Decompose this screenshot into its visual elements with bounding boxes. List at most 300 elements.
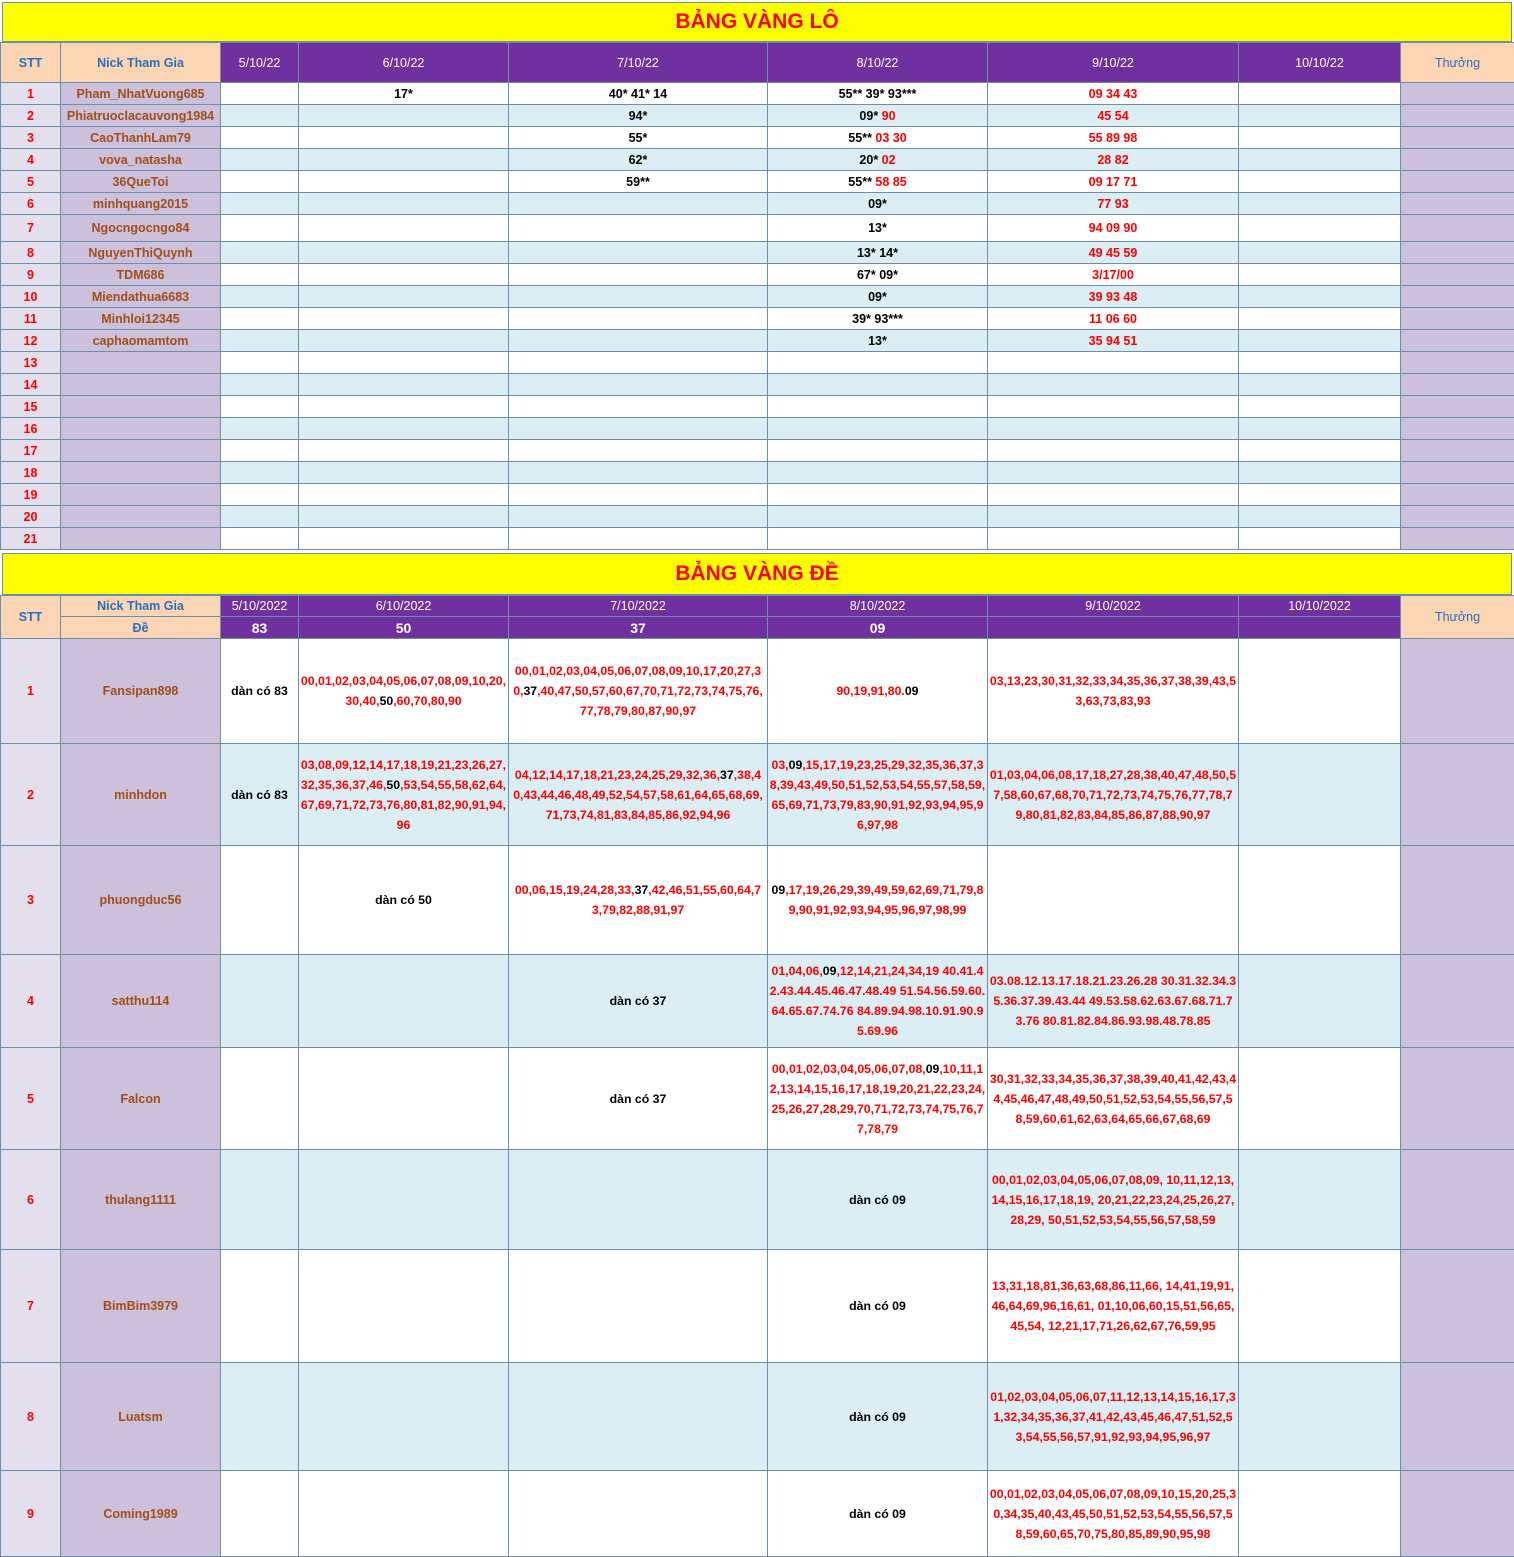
pick-cell <box>221 462 299 484</box>
pick-cell <box>299 308 509 330</box>
result-number: 50 <box>299 617 509 639</box>
pick-cell <box>509 352 768 374</box>
pick-cell <box>988 149 1239 171</box>
thuong-cell <box>1401 330 1514 352</box>
pick-cell <box>221 440 299 462</box>
thuong-cell <box>1401 171 1514 193</box>
table-row <box>1 83 1514 105</box>
nick-cell <box>61 506 221 528</box>
nick-cell: minhquang2015 <box>61 193 221 215</box>
pick-cell <box>1239 352 1401 374</box>
thuong-cell <box>1401 242 1514 264</box>
de-title: BẢNG VÀNG ĐỀ <box>2 553 1512 595</box>
result-number: 09 <box>768 617 988 639</box>
pick-cell <box>988 193 1239 215</box>
thuong-cell <box>1401 105 1514 127</box>
nick-cell: Falcon <box>61 1048 221 1150</box>
pick-cell <box>1239 528 1401 550</box>
pick-cell <box>299 396 509 418</box>
thuong-cell <box>1401 374 1514 396</box>
pick-cell <box>988 1250 1239 1363</box>
pick-cell <box>988 846 1239 955</box>
pick-cell <box>221 1048 299 1150</box>
pick-cell <box>299 528 509 550</box>
pick-cell <box>1239 1250 1401 1363</box>
pick-cell <box>988 352 1239 374</box>
cell-text: 13,31,18,81,36,63,68,86,11,66, 14,41,19,91,46,64,69,96,16,61, 01,10,06,60,15,51,56,65,45,54, 12,21,17,71,26,62,67,76,59,95 <box>992 1279 1235 1333</box>
stt-cell: 4 <box>1 149 61 171</box>
pick-cell <box>988 1150 1239 1250</box>
table-row <box>1 193 1514 215</box>
pick-cell <box>1239 462 1401 484</box>
pick-cell <box>221 127 299 149</box>
pick-cell <box>509 1363 768 1471</box>
pick-cell <box>509 744 768 846</box>
pick-cell <box>988 1363 1239 1471</box>
cell-text: ,40,47,50,57,60,67,70,71,72,73,74,75,76,77,78,79,80,87,90,97 <box>537 684 763 718</box>
nick-header: Nick Tham Gia <box>61 596 221 617</box>
stt-cell: 3 <box>1 846 61 955</box>
thuong-cell <box>1401 308 1514 330</box>
pick-cell <box>509 286 768 308</box>
pick-cell <box>988 242 1239 264</box>
stt-cell: 5 <box>1 171 61 193</box>
thuong-cell <box>1401 286 1514 308</box>
table-row <box>1 215 1514 242</box>
stt-cell: 6 <box>1 193 61 215</box>
pick-cell <box>1239 440 1401 462</box>
pick-cell <box>299 639 509 744</box>
pick-cell <box>768 127 988 149</box>
pick-cell <box>299 193 509 215</box>
pick-cell <box>1239 149 1401 171</box>
cell-text: dàn có 83 <box>231 788 288 802</box>
thuong-header: Thưởng <box>1401 596 1514 639</box>
pick-cell <box>988 396 1239 418</box>
pick-cell <box>768 308 988 330</box>
thuong-cell <box>1401 193 1514 215</box>
pick-cell <box>768 1250 988 1363</box>
table-row <box>1 1250 1514 1363</box>
pick-cell <box>221 418 299 440</box>
cell-text: 94 09 90 <box>1089 221 1138 235</box>
pick-cell <box>299 440 509 462</box>
pick-cell <box>988 330 1239 352</box>
nick-cell: Phiatruoclacauvong1984 <box>61 105 221 127</box>
stt-cell: 7 <box>1 1250 61 1363</box>
nick-cell <box>61 440 221 462</box>
table-row <box>1 418 1514 440</box>
nick-cell: BimBim3979 <box>61 1250 221 1363</box>
nick-cell: satthu114 <box>61 955 221 1048</box>
cell-text: 03.08.12.13.17.18.21.23.26.28 30.31.32.34.35.36.37.39.43.44 49.53.58.62.63.67.68.71.73.76 80.81.82.84.86.93.98.48.78.85 <box>990 974 1236 1028</box>
cell-text: 90,19,91,80. <box>836 684 904 698</box>
cell-text: 02 <box>882 153 896 167</box>
table-row <box>1 308 1514 330</box>
cell-text: 62* <box>629 153 648 167</box>
cell-text: 04,12,14,17,18,21,23,24,25,29,32,36, <box>515 768 720 782</box>
pick-cell <box>509 127 768 149</box>
pick-cell <box>988 528 1239 550</box>
nick-cell <box>61 462 221 484</box>
thuong-cell <box>1401 1363 1514 1471</box>
cell-text: 49 45 59 <box>1089 246 1138 260</box>
cell-text: 39 93 48 <box>1089 290 1138 304</box>
nick-cell: Miendathua6683 <box>61 286 221 308</box>
pick-cell <box>768 242 988 264</box>
pick-cell <box>768 264 988 286</box>
stt-cell: 9 <box>1 264 61 286</box>
cell-text: ,17,19,26,29,39,49,59,62,69,71,79,89,90,91,92,93,94,95,96,97,98,99 <box>785 883 983 917</box>
table-row <box>1 440 1514 462</box>
pick-cell <box>221 1363 299 1471</box>
cell-text: 00,01,02,03,04,05,06,07,08,09,10,17,20,27,30, <box>513 664 761 698</box>
pick-cell <box>509 846 768 955</box>
pick-cell <box>1239 1363 1401 1471</box>
pick-cell <box>1239 83 1401 105</box>
pick-cell <box>768 440 988 462</box>
pick-cell <box>768 330 988 352</box>
pick-cell <box>768 1471 988 1557</box>
cell-text: ,12,14,21,24,34,19 40.41.42.43.44.45.46.47.48.49 51.54.56.59.60.64.65.67.74.76 84.89.94.98.10.91.90.95.69.96 <box>770 964 985 1038</box>
cell-text: ,60,70,80,90 <box>393 694 461 708</box>
pick-cell <box>988 462 1239 484</box>
stt-cell: 18 <box>1 462 61 484</box>
pick-cell <box>768 462 988 484</box>
cell-text: 09* <box>859 109 881 123</box>
stt-header: STT <box>1 43 61 83</box>
pick-cell <box>299 506 509 528</box>
pick-cell <box>221 528 299 550</box>
cell-text: 28 82 <box>1097 153 1128 167</box>
stt-cell: 9 <box>1 1471 61 1557</box>
pick-cell <box>509 1250 768 1363</box>
pick-cell <box>509 83 768 105</box>
cell-text: ,53,54,55,58,62,64,67,69,71,72,73,76,80,81,82,90,91,94,96 <box>301 778 506 832</box>
nick-cell: Pham_NhatVuong685 <box>61 83 221 105</box>
cell-text: ,42,46,51,55,60,64,73,79,82,88,91,97 <box>592 883 761 917</box>
cell-text: 67* 09* <box>857 268 898 282</box>
pick-cell <box>768 374 988 396</box>
pick-cell <box>768 639 988 744</box>
cell-text: 94* <box>629 109 648 123</box>
cell-text: 09 <box>823 964 837 978</box>
cell-text: dàn có 50 <box>375 893 432 907</box>
pick-cell <box>988 639 1239 744</box>
thuong-cell <box>1401 1150 1514 1250</box>
thuong-header: Thưởng <box>1401 43 1514 83</box>
nick-cell: caphaomamtom <box>61 330 221 352</box>
pick-cell <box>988 1471 1239 1557</box>
nick-cell: vova_natasha <box>61 149 221 171</box>
cell-text: 13* <box>868 334 887 348</box>
pick-cell <box>509 242 768 264</box>
cell-text: 00,01,02,03,04,05,06,07,08,09,10,15,20,25,30,34,35,40,43,45,50,51,52,53,54,55,56,57,58,59,60,65,70,75,80,85,89,90,95,98 <box>990 1487 1236 1541</box>
table-row <box>1 171 1514 193</box>
cell-text: 59** <box>626 175 650 189</box>
cell-text: ,38,40,43,44,46,48,49,52,54,57,58,61,64,65,68,69,71,73,74,81,83,84,85,86,92,94,96 <box>513 768 763 822</box>
table-row <box>1 1150 1514 1250</box>
cell-text: 00,06,15,19,24,28,33, <box>515 883 635 897</box>
pick-cell <box>988 418 1239 440</box>
pick-cell <box>768 1150 988 1250</box>
nick-cell: Minhloi12345 <box>61 308 221 330</box>
pick-cell <box>988 506 1239 528</box>
pick-cell <box>1239 242 1401 264</box>
nick-cell: Luatsm <box>61 1363 221 1471</box>
thuong-cell <box>1401 149 1514 171</box>
date-header: 8/10/2022 <box>768 596 988 617</box>
cell-text: 58 85 <box>875 175 906 189</box>
pick-cell <box>509 639 768 744</box>
pick-cell <box>1239 286 1401 308</box>
pick-cell <box>1239 127 1401 149</box>
stt-cell: 5 <box>1 1048 61 1150</box>
table-row <box>1 1471 1514 1557</box>
table-row <box>1 484 1514 506</box>
table-row <box>1 744 1514 846</box>
table-row <box>1 105 1514 127</box>
pick-cell <box>509 215 768 242</box>
date-header: 6/10/2022 <box>299 596 509 617</box>
pick-cell <box>299 374 509 396</box>
pick-cell <box>299 352 509 374</box>
cell-text: 45 54 <box>1097 109 1128 123</box>
de-header-row <box>1 596 1514 617</box>
table-row <box>1 374 1514 396</box>
cell-text: 01,04,06, <box>772 964 823 978</box>
cell-text: 01,03,04,06,08,17,18,27,28,38,40,47,48,50,57,58,60,67,68,70,71,72,73,74,75,76,77,78,79,80,81,82,83,84,85,86,87,88,90,97 <box>990 768 1236 822</box>
pick-cell <box>509 396 768 418</box>
nick-cell: TDM686 <box>61 264 221 286</box>
cell-text: 17* <box>394 87 413 101</box>
cell-text: 55 89 98 <box>1089 131 1138 145</box>
pick-cell <box>221 1150 299 1250</box>
table-row <box>1 462 1514 484</box>
pick-cell <box>768 744 988 846</box>
cell-text: 09 34 43 <box>1089 87 1138 101</box>
cell-text: 50 <box>380 694 394 708</box>
pick-cell <box>988 83 1239 105</box>
pick-cell <box>299 1048 509 1150</box>
pick-cell <box>1239 639 1401 744</box>
cell-text: 09 17 71 <box>1089 175 1138 189</box>
thuong-cell <box>1401 352 1514 374</box>
pick-cell <box>1239 744 1401 846</box>
cell-text: 3/17/00 <box>1092 268 1134 282</box>
pick-cell <box>509 193 768 215</box>
nick-cell <box>61 418 221 440</box>
nick-cell: CaoThanhLam79 <box>61 127 221 149</box>
pick-cell <box>988 105 1239 127</box>
date-header: 10/10/2022 <box>1239 596 1401 617</box>
thuong-cell <box>1401 1250 1514 1363</box>
pick-cell <box>1239 193 1401 215</box>
pick-cell <box>768 528 988 550</box>
date-header: 5/10/2022 <box>221 596 299 617</box>
stt-cell: 21 <box>1 528 61 550</box>
stt-cell: 2 <box>1 105 61 127</box>
pick-cell <box>299 105 509 127</box>
table-row <box>1 396 1514 418</box>
pick-cell <box>299 846 509 955</box>
stt-cell: 20 <box>1 506 61 528</box>
pick-cell <box>988 127 1239 149</box>
cell-text: 39* 93*** <box>852 312 903 326</box>
table-row <box>1 955 1514 1048</box>
thuong-cell <box>1401 264 1514 286</box>
table-row <box>1 1363 1514 1471</box>
pick-cell <box>768 286 988 308</box>
pick-cell <box>299 484 509 506</box>
pick-cell <box>221 639 299 744</box>
pick-cell <box>988 264 1239 286</box>
pick-cell <box>768 846 988 955</box>
date-header: 6/10/22 <box>299 43 509 83</box>
thuong-cell <box>1401 440 1514 462</box>
cell-text: 09 <box>905 684 919 698</box>
stt-header: STT <box>1 596 61 639</box>
date-header: 5/10/22 <box>221 43 299 83</box>
table-row <box>1 506 1514 528</box>
cell-text: 00,01,02,03,04,05,06,07,08,09, 10,11,12,13,14,15,16,17,18,19, 20,21,22,23,24,25,26,27,28,29, 50,51,52,53,54,55,56,57,58,59 <box>992 1173 1235 1227</box>
thuong-cell <box>1401 484 1514 506</box>
pick-cell <box>1239 374 1401 396</box>
table-row <box>1 149 1514 171</box>
pick-cell <box>509 1048 768 1150</box>
thuong-cell <box>1401 1048 1514 1150</box>
table-row <box>1 1048 1514 1150</box>
pick-cell <box>221 215 299 242</box>
pick-cell <box>221 374 299 396</box>
pick-cell <box>299 149 509 171</box>
stt-cell: 11 <box>1 308 61 330</box>
pick-cell <box>1239 1471 1401 1557</box>
stt-cell: 13 <box>1 352 61 374</box>
de-table <box>0 595 1514 1557</box>
pick-cell <box>1239 105 1401 127</box>
pick-cell <box>1239 506 1401 528</box>
pick-cell <box>1239 955 1401 1048</box>
pick-cell <box>988 440 1239 462</box>
stt-cell: 4 <box>1 955 61 1048</box>
pick-cell <box>509 308 768 330</box>
cell-text: 03,13,23,30,31,32,33,34,35,36,37,38,39,43,53,63,73,83,93 <box>990 674 1236 708</box>
nick-cell: Fansipan898 <box>61 639 221 744</box>
cell-text: 13* 14* <box>857 246 898 260</box>
pick-cell <box>988 374 1239 396</box>
pick-cell <box>988 744 1239 846</box>
cell-text: 00,01,02,03,04,05,06,07,08, <box>772 1062 926 1076</box>
thuong-cell <box>1401 639 1514 744</box>
stt-cell: 2 <box>1 744 61 846</box>
pick-cell <box>221 286 299 308</box>
pick-cell <box>299 242 509 264</box>
pick-cell <box>988 955 1239 1048</box>
cell-text: ,15,17,19,23,25,29,32,35,36,37,38,39,43,49,50,51,52,53,54,55,57,58,59,65,69,71,73,79,83,90,91,92,93,94,95,96,97,98 <box>770 758 985 832</box>
cell-text: ,10,11,12,13,14,15,16,17,18,19,20,21,22,23,24,25,26,27,28,29,70,71,72,73,74,75,76,77,78,79 <box>770 1062 985 1136</box>
pick-cell <box>221 396 299 418</box>
nick-cell: phuongduc56 <box>61 846 221 955</box>
nick-cell <box>61 374 221 396</box>
pick-cell <box>1239 846 1401 955</box>
nick-cell <box>61 396 221 418</box>
thuong-cell <box>1401 1471 1514 1557</box>
table-row <box>1 352 1514 374</box>
cell-text: 50 <box>386 778 400 792</box>
table-row <box>1 639 1514 744</box>
pick-cell <box>509 462 768 484</box>
stt-cell: 8 <box>1 1363 61 1471</box>
pick-cell <box>299 1471 509 1557</box>
pick-cell <box>221 846 299 955</box>
pick-cell <box>509 149 768 171</box>
cell-text: dàn có 83 <box>231 684 288 698</box>
pick-cell <box>221 193 299 215</box>
pick-cell <box>768 1048 988 1150</box>
table-row <box>1 286 1514 308</box>
table-row <box>1 264 1514 286</box>
cell-text: 11 06 60 <box>1089 312 1137 326</box>
stt-cell: 19 <box>1 484 61 506</box>
pick-cell <box>509 418 768 440</box>
cell-text: 37 <box>720 768 734 782</box>
pick-cell <box>221 308 299 330</box>
nick-cell: Coming1989 <box>61 1471 221 1557</box>
cell-text: 03 30 <box>875 131 906 145</box>
table-row <box>1 127 1514 149</box>
cell-text: 30,31,32,33,34,35,36,37,38,39,40,41,42,43,44,45,46,47,48,49,50,51,52,53,54,55,56,57,58,59,60,61,62,63,64,65,66,67,68,69 <box>990 1072 1236 1126</box>
nick-cell <box>61 528 221 550</box>
cell-text: 03, <box>772 758 789 772</box>
cell-text: 09 <box>926 1062 940 1076</box>
thuong-cell <box>1401 418 1514 440</box>
pick-cell <box>509 330 768 352</box>
pick-cell <box>768 215 988 242</box>
pick-cell <box>988 286 1239 308</box>
pick-cell <box>299 215 509 242</box>
thuong-cell <box>1401 215 1514 242</box>
pick-cell <box>988 1048 1239 1150</box>
nick-cell: minhdon <box>61 744 221 846</box>
table-row <box>1 242 1514 264</box>
thuong-cell <box>1401 506 1514 528</box>
date-header: 10/10/22 <box>1239 43 1401 83</box>
pick-cell <box>768 955 988 1048</box>
pick-cell <box>221 149 299 171</box>
pick-cell <box>299 264 509 286</box>
pick-cell <box>221 744 299 846</box>
pick-cell <box>768 352 988 374</box>
pick-cell <box>1239 330 1401 352</box>
pick-cell <box>221 484 299 506</box>
pick-cell <box>299 286 509 308</box>
pick-cell <box>221 506 299 528</box>
pick-cell <box>768 193 988 215</box>
pick-cell <box>509 264 768 286</box>
lo-title: BẢNG VÀNG LÔ <box>2 2 1512 42</box>
cell-text: 00,01,02,03,04,05,06,07,08,09,10,20,30,40, <box>301 674 506 708</box>
pick-cell <box>1239 1150 1401 1250</box>
stt-cell: 1 <box>1 83 61 105</box>
pick-cell <box>988 308 1239 330</box>
cell-text: 09 <box>789 758 803 772</box>
pick-cell <box>1239 171 1401 193</box>
pick-cell <box>299 1150 509 1250</box>
pick-cell <box>768 171 988 193</box>
cell-text: dàn có 09 <box>849 1507 906 1521</box>
pick-cell <box>221 955 299 1048</box>
